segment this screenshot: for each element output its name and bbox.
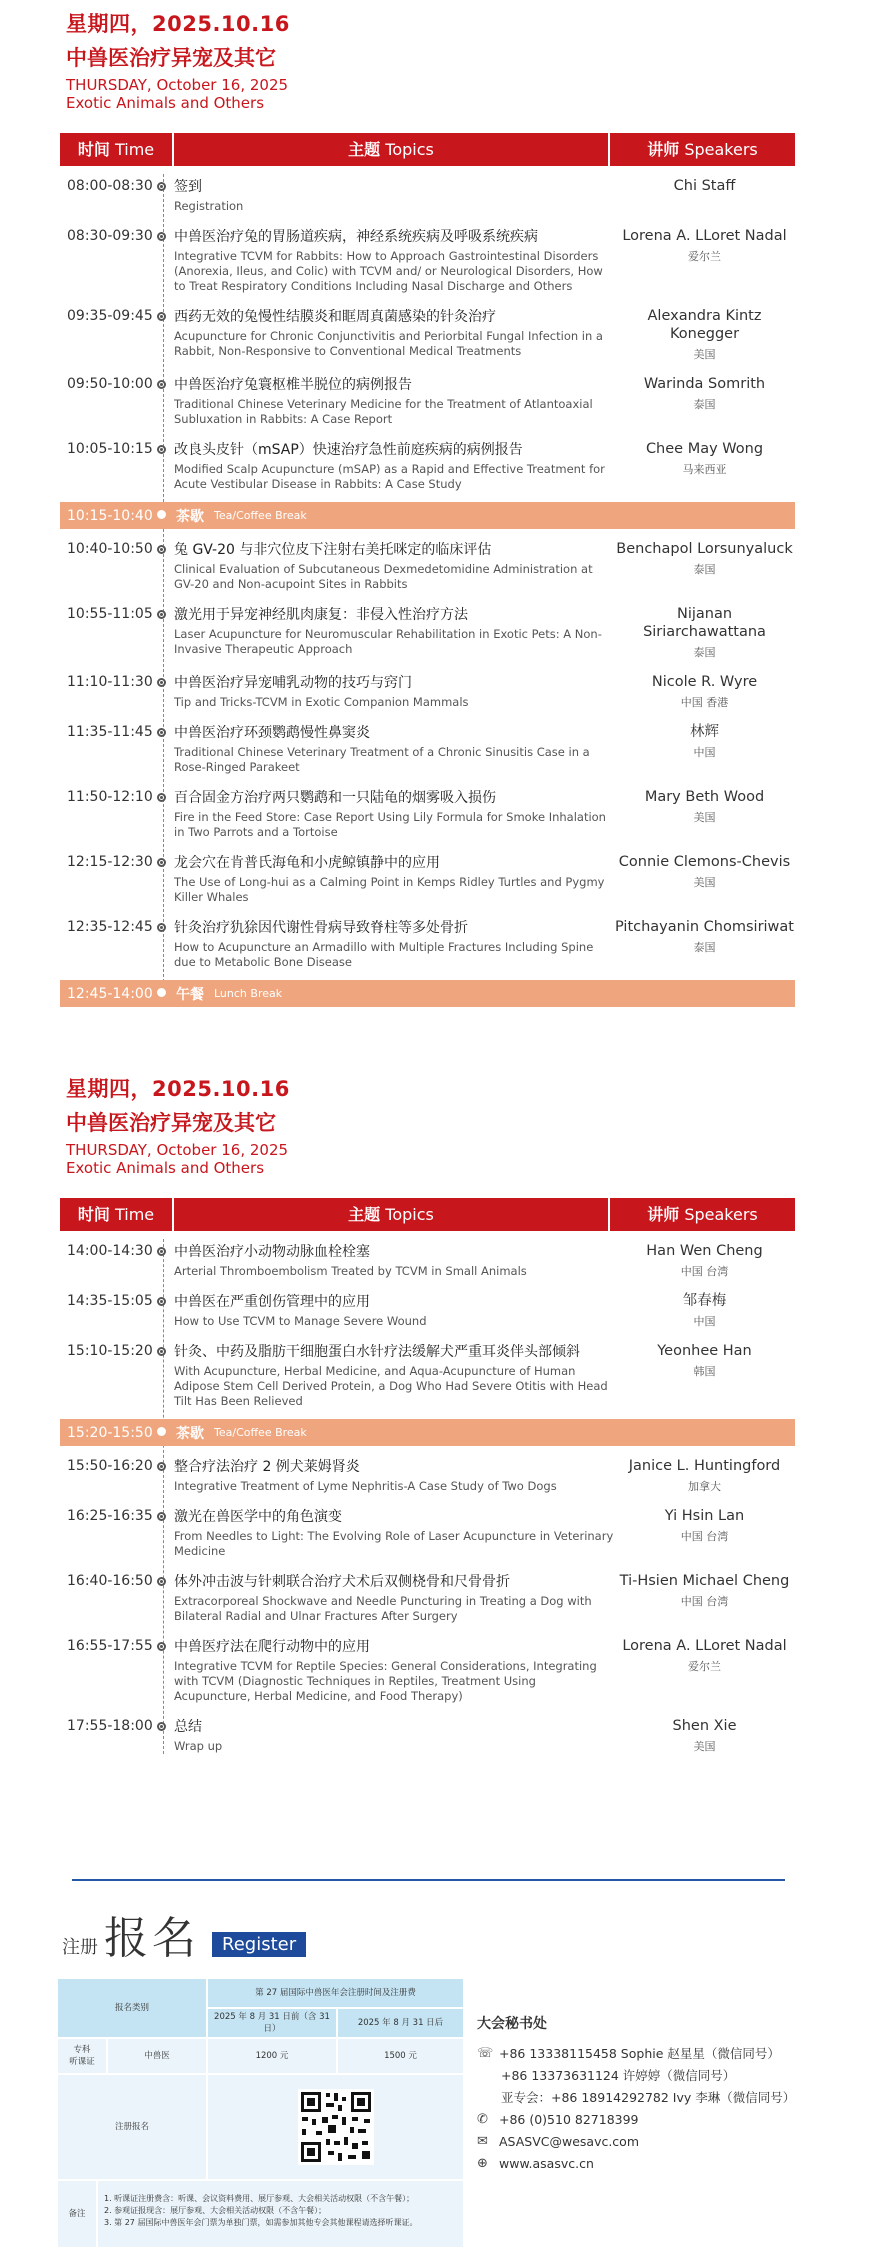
- session-time: 16:55-17:55: [67, 1638, 153, 1654]
- qr-code-icon[interactable]: [298, 2089, 374, 2165]
- topic-cn: 龙会穴在肯普氏海龟和小虎鲸镇静中的应用: [174, 855, 440, 871]
- topic-en: Modified Scalp Acupuncture (mSAP) as a Rapid and Effective Treatment for Acute Vestibular Disease in Rabbits: A Case Study: [174, 462, 605, 491]
- timeline-dot-icon: [157, 1722, 166, 1731]
- break-label-cn: 茶歇: [176, 1425, 204, 1442]
- speaker-name: Chi Staff: [673, 178, 736, 194]
- speaker-country: 中国 台湾: [680, 1265, 729, 1278]
- speaker-country: 美国: [693, 1740, 716, 1753]
- contact-phone: ✆ +86 (0)510 82718399: [477, 2112, 639, 2127]
- session-row: [60, 437, 795, 492]
- timeline-dot-icon: [157, 380, 166, 389]
- topic-en: With Acupuncture, Herbal Medicine, and Aqua-Acupuncture of Human Adipose Stem Cell Derived Protein, a Dog Who Had Severe Otitis with Head Tilt Has Been Relieved: [174, 1364, 608, 1408]
- contact-info: [477, 2013, 817, 2177]
- session-time: 08:00-08:30: [67, 178, 153, 194]
- session-topic: [155, 1569, 614, 1624]
- session-row: [60, 1714, 795, 1754]
- session-topic: [155, 224, 614, 294]
- session-row: [60, 602, 795, 660]
- session-speaker: [614, 915, 795, 970]
- topic-cn: 签到: [174, 179, 202, 195]
- session-time: 09:50-10:00: [67, 376, 153, 392]
- speaker-country: 爱尔兰: [688, 1660, 721, 1673]
- topic-en: From Needles to Light: The Evolving Role of Laser Acupuncture in Veterinary Medicine: [174, 1529, 614, 1558]
- contact-line-1: ☏ +86 13338115458 Sophie 赵星星（微信同号）: [477, 2046, 780, 2061]
- section1-title-en: Exotic Animals and Others: [66, 94, 265, 112]
- topic-cn: 改良头皮针（mSAP）快速治疗急性前庭疾病的病例报告: [174, 442, 523, 458]
- session-topic: [155, 670, 614, 710]
- email-icon: ✉: [477, 2134, 488, 2149]
- break-label-en: Tea/Coffee Break: [214, 1426, 307, 1439]
- reg-signup-label: 注册报名: [57, 2074, 207, 2180]
- session-time: 17:55-18:00: [67, 1718, 153, 1734]
- topic-cn: 中兽医治疗小动物动脉血栓栓塞: [174, 1244, 370, 1260]
- registration-fee-table: [57, 1978, 464, 2248]
- session-time: 09:35-09:45: [67, 308, 153, 324]
- reg-category-header: 报名类别: [57, 1978, 207, 2038]
- session-topic: [155, 1339, 614, 1409]
- section2-day-en: THURSDAY, October 16, 2025: [66, 1141, 289, 1159]
- speaker-country: 加拿大: [688, 1480, 721, 1493]
- header-topics: 主题 Topics: [174, 133, 610, 166]
- globe-icon: ⊕: [477, 2156, 488, 2171]
- topic-en: Traditional Chinese Veterinary Medicine for the Treatment of Atlantoaxial Subluxation in Rabbits: A Case Report: [174, 397, 593, 426]
- session-topic: [155, 850, 614, 905]
- speaker-name: Yi Hsin Lan: [664, 1508, 745, 1524]
- topic-cn: 中兽医在严重创伤管理中的应用: [174, 1294, 370, 1310]
- reg-col1-header: 2025 年 8 月 31 日前（含 31 日）: [207, 2008, 337, 2038]
- schedule-table-morning: [60, 133, 795, 1015]
- session-topic: [155, 372, 614, 427]
- session-topic: [155, 437, 614, 492]
- timeline-dot-icon: [157, 923, 166, 932]
- break-label-cn: 午餐: [176, 986, 204, 1003]
- topic-cn: 西药无效的兔慢性结膜炎和眶周真菌感染的针灸治疗: [174, 309, 496, 325]
- contact-email: ✉ ASASVC@wesavc.com: [477, 2134, 640, 2149]
- topic-en: Integrative Treatment of Lyme Nephritis-A Case Study of Two Dogs: [174, 1479, 557, 1493]
- session-speaker: [614, 602, 795, 660]
- speaker-country: 马来西亚: [682, 463, 727, 476]
- section2-day-cn: 星期四，2025.10.16: [66, 1077, 290, 1101]
- section1-title-cn: 中兽医治疗异宠及其它: [66, 46, 276, 70]
- speaker-country: 中国 台湾: [680, 1595, 729, 1608]
- speaker-name: Benchapol Lorsunyaluck: [616, 541, 793, 557]
- speaker-name: Connie Clemons-Chevis: [618, 854, 791, 870]
- speaker-country: 泰国: [693, 941, 716, 954]
- header-speakers: 讲师 Speakers: [647, 1205, 758, 1224]
- topic-cn: 兔 GV-20 与非穴位皮下注射右美托咪定的临床评估: [174, 542, 492, 558]
- session-row: [60, 1569, 795, 1624]
- session-time: 10:55-11:05: [67, 606, 153, 622]
- session-row: [60, 850, 795, 905]
- session-time: 11:35-11:45: [67, 724, 153, 740]
- speaker-country: 韩国: [693, 1365, 716, 1378]
- section1-heading: [66, 8, 290, 112]
- topic-cn: 中兽医治疗异宠哺乳动物的技巧与窍门: [174, 675, 412, 691]
- session-time: 14:35-15:05: [67, 1293, 153, 1309]
- session-time: 12:15-12:30: [67, 854, 153, 870]
- speaker-country: 美国: [693, 811, 716, 824]
- topic-en: Acupuncture for Chronic Conjunctivitis and Periorbital Fungal Infection in a Rabbit, Non-Responsive to Conventional Medical Treatments: [174, 329, 603, 358]
- register-small-label: 注册: [62, 1937, 98, 1958]
- timeline-dot-icon: [157, 445, 166, 454]
- speaker-country: 泰国: [693, 398, 716, 411]
- header-speakers: 讲师 Speakers: [647, 140, 758, 159]
- session-time: 08:30-09:30: [67, 228, 153, 244]
- topic-cn: 体外冲击波与针刺联合治疗犬术后双侧桡骨和尺骨骨折: [174, 1574, 510, 1590]
- speaker-name: Pitchayanin Chomsiriwat: [615, 919, 794, 935]
- reg-fee-title: 第 27 届国际中兽医年会注册时间及注册费: [207, 1978, 464, 2008]
- session-speaker: [614, 437, 795, 492]
- session-row: [60, 1634, 795, 1704]
- break-time: 10:15-10:40: [67, 507, 153, 524]
- topic-en: Integrative TCVM for Reptile Species: General Considerations, Integrating with TCVM (Diagnostic Techniques in Reptiles, Treatment Using Acupuncture, Herbal Medicine, and Food Therapy): [174, 1659, 597, 1703]
- speaker-name: Janice L. Huntingford: [628, 1458, 781, 1474]
- speaker-name: Mary Beth Wood: [644, 789, 765, 805]
- speaker-country: 中国: [693, 1315, 716, 1328]
- session-speaker: [614, 1289, 795, 1329]
- timeline-dot-icon: [157, 728, 166, 737]
- session-topic: [155, 915, 614, 970]
- reg-prof-label: 专科 听课证: [57, 2038, 107, 2074]
- break-time: 15:20-15:50: [67, 1424, 153, 1441]
- session-topic: [155, 602, 614, 660]
- session-topic: [155, 1634, 614, 1704]
- topic-en: Fire in the Feed Store: Case Report Using Lily Formula for Smoke Inhalation in Two Parrots and a Tortoise: [174, 810, 606, 839]
- topic-cn: 针灸治疗犰狳因代谢性骨病导致脊柱等多处骨折: [174, 920, 468, 936]
- timeline-dot-icon: [157, 182, 166, 191]
- session-speaker: [614, 304, 795, 362]
- reg-notes-label: 备注: [57, 2180, 97, 2248]
- break-label-en: Lunch Break: [214, 987, 283, 1000]
- speaker-name: Ti-Hsien Michael Cheng: [619, 1573, 790, 1589]
- session-row: [60, 670, 795, 710]
- topic-cn: 中兽医疗法在爬行动物中的应用: [174, 1639, 370, 1655]
- phone-icon: ☏: [477, 2046, 494, 2061]
- session-time: 10:40-10:50: [67, 541, 153, 557]
- contact-line-3: 亚专会：+86 18914292782 Ivy 李琳（微信同号）: [501, 2090, 796, 2105]
- reg-note-1: 1. 听课证注册费含：听课、会议资料费用、展厅参观、大会相关活动权限（不含午餐）；: [104, 2194, 415, 2203]
- section2-heading: [66, 1073, 290, 1177]
- topic-en: Registration: [174, 199, 244, 213]
- speaker-name: Han Wen Cheng: [646, 1243, 763, 1259]
- break-row: [60, 980, 795, 1007]
- timeline-dot-icon: [157, 232, 166, 241]
- session-time: 15:50-16:20: [67, 1458, 153, 1474]
- session-row: [60, 720, 795, 775]
- table-header: [60, 1198, 795, 1231]
- session-speaker: [614, 1634, 795, 1704]
- session-time: 15:10-15:20: [67, 1343, 153, 1359]
- session-row: [60, 1289, 795, 1329]
- session-row: [60, 1239, 795, 1279]
- topic-cn: 激光在兽医学中的角色演变: [174, 1509, 342, 1525]
- speaker-name: Shen Xie: [672, 1718, 737, 1734]
- session-time: 10:05-10:15: [67, 441, 153, 457]
- speaker-country: 中国: [693, 746, 716, 759]
- section2-title-en: Exotic Animals and Others: [66, 1159, 265, 1177]
- timeline-dot-icon: [157, 1642, 166, 1651]
- header-time: 时间 Time: [60, 133, 174, 166]
- topic-cn: 针灸、中药及脂肪干细胞蛋白水针疗法缓解犬严重耳炎伴头部倾斜: [174, 1344, 580, 1360]
- session-time: 16:40-16:50: [67, 1573, 153, 1589]
- session-topic: [155, 720, 614, 775]
- speaker-country: 美国: [693, 348, 716, 361]
- session-row: [60, 1454, 795, 1494]
- contact-title: 大会秘书处: [477, 2016, 547, 2032]
- timeline-dot-icon: [157, 1427, 166, 1436]
- topic-en: Integrative TCVM for Rabbits: How to Approach Gastrointestinal Disorders (Anorexia, Ileus, and Colic) with TCVM and/ or Neurological Disorders, How to Treat Respiratory Conditions Including Nasal Discharge and Others: [174, 249, 603, 293]
- session-topic: [155, 304, 614, 362]
- schedule-rows: [60, 1239, 795, 1754]
- speaker-name: Alexandra Kintz Konegger: [647, 308, 762, 342]
- session-speaker: [614, 1569, 795, 1624]
- header-time: 时间 Time: [60, 1198, 174, 1231]
- session-topic: [155, 1289, 614, 1329]
- session-row: [60, 174, 795, 214]
- session-speaker: [614, 850, 795, 905]
- section2-title-cn: 中兽医治疗异宠及其它: [66, 1111, 276, 1135]
- topic-en: Extracorporeal Shockwave and Needle Puncturing in Treating a Dog with Bilateral Radial and Ulnar Fractures After Surgery: [174, 1594, 592, 1623]
- session-topic: [155, 1239, 614, 1279]
- table-header: [60, 133, 795, 166]
- timeline-dot-icon: [157, 312, 166, 321]
- break-label-cn: 茶歇: [176, 508, 204, 525]
- session-speaker: [614, 224, 795, 294]
- reg-prof-type: 中兽医: [107, 2038, 207, 2074]
- topic-en: Laser Acupuncture for Neuromuscular Rehabilitation in Exotic Pets: A Non-Invasive Therapeutic Approach: [174, 627, 602, 656]
- topic-cn: 中兽医治疗环颈鹦鹉慢性鼻窦炎: [174, 725, 370, 741]
- topic-en: Tip and Tricks-TCVM in Exotic Companion Mammals: [174, 695, 469, 709]
- session-speaker: [614, 1239, 795, 1279]
- session-topic: [155, 1504, 614, 1559]
- session-speaker: [614, 174, 795, 214]
- break-row: [60, 502, 795, 529]
- reg-col2-header: 2025 年 8 月 31 日后: [337, 2008, 464, 2038]
- session-topic: [155, 1714, 614, 1754]
- topic-en: How to Acupuncture an Armadillo with Multiple Fractures Including Spine due to Metabolic Bone Disease: [174, 940, 594, 969]
- speaker-country: 中国 香港: [680, 696, 729, 709]
- session-topic: [155, 537, 614, 592]
- schedule-table-afternoon: [60, 1198, 795, 1764]
- session-topic: [155, 174, 614, 214]
- topic-cn: 百合固金方治疗两只鹦鹉和一只陆龟的烟雾吸入损伤: [174, 790, 496, 806]
- timeline-dot-icon: [157, 545, 166, 554]
- section1-day-en: THURSDAY, October 16, 2025: [66, 76, 289, 94]
- timeline-dot-icon: [157, 1577, 166, 1586]
- reg-price-early: 1200 元: [207, 2038, 337, 2074]
- speaker-country: 泰国: [693, 563, 716, 576]
- speaker-country: 泰国: [693, 646, 716, 659]
- session-time: 11:10-11:30: [67, 674, 153, 690]
- reg-note-2: 2. 参观证报现含：展厅参观、大会相关活动权限（不含午餐）；: [104, 2206, 327, 2215]
- session-row: [60, 304, 795, 362]
- session-topic: [155, 1454, 614, 1494]
- reg-notes: [97, 2180, 464, 2248]
- timeline-dot-icon: [157, 1247, 166, 1256]
- speaker-name: Yeonhee Han: [657, 1343, 752, 1359]
- section1-day-cn: 星期四，2025.10.16: [66, 12, 290, 36]
- timeline-dot-icon: [157, 510, 166, 519]
- session-row: [60, 915, 795, 970]
- session-row: [60, 224, 795, 294]
- topic-en: Traditional Chinese Veterinary Treatment of a Chronic Sinusitis Case in a Rose-Ringed Parakeet: [174, 745, 590, 774]
- timeline-dot-icon: [157, 858, 166, 867]
- speaker-name: Chee May Wong: [645, 441, 764, 457]
- session-row: [60, 1504, 795, 1559]
- reg-note-3: 3. 第 27 届国际中兽医年会门票为单独门票，如需参加其他专会其他课程请选择听课证。: [104, 2218, 418, 2227]
- session-speaker: [614, 1339, 795, 1409]
- timeline-dot-icon: [157, 1462, 166, 1471]
- header-topics: 主题 Topics: [174, 1198, 610, 1231]
- timeline-dot-icon: [157, 1512, 166, 1521]
- timeline-dot-icon: [157, 678, 166, 687]
- register-en-label: Register: [212, 1932, 306, 1957]
- session-speaker: [614, 785, 795, 840]
- register-big-label: 报名: [104, 1913, 200, 1964]
- break-label-en: Tea/Coffee Break: [214, 509, 307, 522]
- session-topic: [155, 785, 614, 840]
- session-time: 16:25-16:35: [67, 1508, 153, 1524]
- timeline-dot-icon: [157, 610, 166, 619]
- session-speaker: [614, 372, 795, 427]
- speaker-name: Nijanan Siriarchawattana: [643, 606, 766, 640]
- session-speaker: [614, 1714, 795, 1754]
- timeline-dot-icon: [157, 793, 166, 802]
- speaker-country: 爱尔兰: [688, 250, 721, 263]
- topic-cn: 整合疗法治疗 2 例犬莱姆肾炎: [174, 1459, 360, 1475]
- session-speaker: [614, 1454, 795, 1494]
- speaker-country: 中国 台湾: [680, 1530, 729, 1543]
- topic-en: Arterial Thromboembolism Treated by TCVM in Small Animals: [174, 1264, 527, 1278]
- session-row: [60, 785, 795, 840]
- session-row: [60, 1339, 795, 1409]
- speaker-name: 邹春梅: [682, 1293, 727, 1309]
- register-title: [62, 1915, 306, 1963]
- topic-en: How to Use TCVM to Manage Severe Wound: [174, 1314, 427, 1328]
- speaker-name: 林辉: [690, 724, 719, 740]
- reg-qr-cell: [207, 2074, 464, 2180]
- session-time: 12:35-12:45: [67, 919, 153, 935]
- session-speaker: [614, 537, 795, 592]
- timeline-dot-icon: [157, 1297, 166, 1306]
- topic-cn: 总结: [174, 1719, 202, 1735]
- speaker-name: Nicole R. Wyre: [651, 674, 758, 690]
- speaker-name: Lorena A. LLoret Nadal: [622, 1638, 787, 1654]
- session-row: [60, 372, 795, 427]
- speaker-name: Lorena A. LLoret Nadal: [622, 228, 787, 244]
- session-time: 11:50-12:10: [67, 789, 153, 805]
- speaker-name: Warinda Somrith: [643, 376, 766, 392]
- timeline-dot-icon: [157, 1347, 166, 1356]
- topic-en: The Use of Long-hui as a Calming Point in Kemps Ridley Turtles and Pygmy Killer Whales: [174, 875, 605, 904]
- speaker-country: 美国: [693, 876, 716, 889]
- section-divider: [72, 1879, 785, 1881]
- reg-price-late: 1500 元: [337, 2038, 464, 2074]
- contact-web: ⊕ www.asasvc.cn: [477, 2156, 594, 2171]
- timeline-dot-icon: [157, 988, 166, 997]
- break-time: 12:45-14:00: [67, 985, 153, 1002]
- session-speaker: [614, 1504, 795, 1559]
- break-row: [60, 1419, 795, 1446]
- session-time: 14:00-14:30: [67, 1243, 153, 1259]
- schedule-rows: [60, 174, 795, 1007]
- session-row: [60, 537, 795, 592]
- topic-cn: 中兽医治疗兔寰枢椎半脱位的病例报告: [174, 377, 412, 393]
- topic-en: Clinical Evaluation of Subcutaneous Dexmedetomidine Administration at GV-20 and Non-acupoint Sites in Rabbits: [174, 562, 593, 591]
- telephone-icon: ✆: [477, 2112, 488, 2127]
- session-speaker: [614, 670, 795, 710]
- topic-cn: 激光用于异宠神经肌肉康复：非侵入性治疗方法: [174, 607, 468, 623]
- contact-line-2: +86 13373631124 许婷婷（微信同号）: [501, 2068, 736, 2083]
- session-speaker: [614, 720, 795, 775]
- topic-en: Wrap up: [174, 1739, 223, 1753]
- topic-cn: 中兽医治疗兔的胃肠道疾病，神经系统疾病及呼吸系统疾病: [174, 229, 538, 245]
